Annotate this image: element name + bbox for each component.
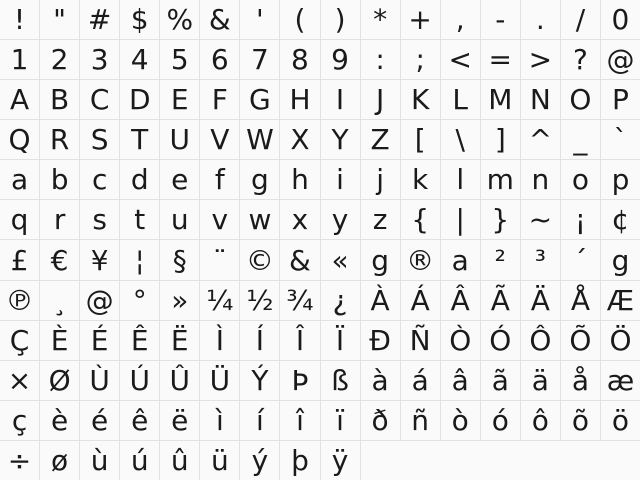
glyph-cell[interactable]: c — [80, 160, 119, 199]
glyph-cell[interactable]: G — [240, 80, 279, 119]
glyph-cell[interactable]: g — [361, 240, 400, 279]
glyph-cell[interactable]: l — [441, 160, 480, 199]
glyph-cell[interactable]: Ã — [481, 281, 520, 320]
glyph-cell[interactable]: 1 — [0, 40, 39, 79]
glyph-cell[interactable]: ó — [481, 401, 520, 440]
glyph-cell[interactable]: 3 — [80, 40, 119, 79]
glyph-cell[interactable]: Ê — [120, 321, 159, 360]
glyph-cell[interactable]: Á — [401, 281, 440, 320]
glyph-cell[interactable]: L — [441, 80, 480, 119]
glyph-cell[interactable]: j — [361, 160, 400, 199]
glyph-cell[interactable]: ~ — [521, 200, 560, 239]
glyph-cell[interactable]: ® — [401, 240, 440, 279]
glyph-cell[interactable]: £ — [0, 240, 39, 279]
glyph-cell[interactable]: ë — [160, 401, 199, 440]
glyph-cell[interactable]: p — [601, 160, 640, 199]
glyph-cell[interactable]: K — [401, 80, 440, 119]
glyph-cell[interactable]: É — [80, 321, 119, 360]
glyph-cell[interactable]: Ö — [601, 321, 640, 360]
glyph-cell[interactable]: Î — [280, 321, 319, 360]
glyph-cell[interactable]: M — [481, 80, 520, 119]
glyph-cell[interactable]: m — [481, 160, 520, 199]
glyph-cell[interactable]: Ù — [80, 361, 119, 400]
glyph-cell[interactable]: è — [40, 401, 79, 440]
glyph-cell[interactable]: a — [441, 240, 480, 279]
glyph-cell[interactable]: T — [120, 120, 159, 159]
glyph-cell[interactable]: Ä — [521, 281, 560, 320]
glyph-cell[interactable]: Æ — [601, 281, 640, 320]
glyph-cell[interactable]: & — [200, 0, 239, 39]
glyph-cell[interactable]: Ò — [441, 321, 480, 360]
glyph-cell[interactable]: > — [521, 40, 560, 79]
glyph-cell[interactable]: â — [441, 361, 480, 400]
glyph-cell[interactable]: O — [561, 80, 600, 119]
glyph-cell[interactable]: Â — [441, 281, 480, 320]
glyph-cell[interactable]: ä — [521, 361, 560, 400]
glyph-cell[interactable]: 8 — [280, 40, 319, 79]
glyph-cell[interactable]: / — [561, 0, 600, 39]
glyph-cell[interactable]: ' — [240, 0, 279, 39]
glyph-cell[interactable]: g — [601, 240, 640, 279]
glyph-cell[interactable]: À — [361, 281, 400, 320]
glyph-cell[interactable]: § — [160, 240, 199, 279]
glyph-cell[interactable]: ¢ — [601, 200, 640, 239]
glyph-cell[interactable]: R — [40, 120, 79, 159]
glyph-cell[interactable]: ° — [120, 281, 159, 320]
glyph-cell[interactable]: í — [240, 401, 279, 440]
glyph-cell[interactable]: + — [401, 0, 440, 39]
glyph-cell[interactable]: ¼ — [200, 281, 239, 320]
glyph-cell[interactable]: ¸ — [40, 281, 79, 320]
glyph-cell[interactable]: X — [280, 120, 319, 159]
glyph-cell[interactable]: Õ — [561, 321, 600, 360]
glyph-cell[interactable]: ? — [561, 40, 600, 79]
glyph-cell[interactable]: w — [240, 200, 279, 239]
glyph-cell[interactable]: " — [40, 0, 79, 39]
glyph-cell[interactable]: ö — [601, 401, 640, 440]
glyph-cell[interactable]: Ó — [481, 321, 520, 360]
glyph-cell[interactable]: , — [441, 0, 480, 39]
glyph-cell[interactable]: Ð — [361, 321, 400, 360]
glyph-cell[interactable]: 7 — [240, 40, 279, 79]
glyph-cell[interactable]: y — [321, 200, 360, 239]
glyph-cell[interactable]: Ï — [321, 321, 360, 360]
glyph-cell[interactable]: d — [120, 160, 159, 199]
glyph-cell[interactable]: ¿ — [321, 281, 360, 320]
glyph-cell[interactable]: ^ — [521, 120, 560, 159]
glyph-cell[interactable]: Ú — [120, 361, 159, 400]
glyph-cell[interactable]: v — [200, 200, 239, 239]
glyph-cell[interactable]: Ü — [200, 361, 239, 400]
glyph-cell[interactable]: . — [521, 0, 560, 39]
glyph-cell[interactable]: i — [321, 160, 360, 199]
glyph-cell[interactable]: ê — [120, 401, 159, 440]
glyph-cell[interactable]: @ — [80, 281, 119, 320]
glyph-cell[interactable]: Y — [321, 120, 360, 159]
glyph-cell[interactable]: N — [521, 80, 560, 119]
glyph-cell[interactable]: ³ — [521, 240, 560, 279]
glyph-cell[interactable]: _ — [561, 120, 600, 159]
glyph-cell[interactable]: = — [481, 40, 520, 79]
glyph-cell[interactable]: x — [280, 200, 319, 239]
glyph-cell[interactable]: h — [280, 160, 319, 199]
glyph-cell[interactable]: D — [120, 80, 159, 119]
glyph-cell[interactable]: S — [80, 120, 119, 159]
glyph-cell[interactable]: # — [80, 0, 119, 39]
glyph-cell[interactable]: } — [481, 200, 520, 239]
glyph-cell[interactable]: \ — [441, 120, 480, 159]
glyph-cell[interactable]: 2 — [40, 40, 79, 79]
glyph-cell[interactable]: F — [200, 80, 239, 119]
glyph-cell[interactable]: Ç — [0, 321, 39, 360]
glyph-cell[interactable]: < — [441, 40, 480, 79]
glyph-cell[interactable]: C — [80, 80, 119, 119]
glyph-cell[interactable]: t — [120, 200, 159, 239]
glyph-cell[interactable]: q — [0, 200, 39, 239]
glyph-cell[interactable]: I — [321, 80, 360, 119]
glyph-cell[interactable]: E — [160, 80, 199, 119]
glyph-cell[interactable]: é — [80, 401, 119, 440]
glyph-cell[interactable]: ` — [601, 120, 640, 159]
glyph-cell[interactable]: u — [160, 200, 199, 239]
glyph-cell[interactable]: r — [40, 200, 79, 239]
empty-area — [361, 441, 640, 480]
glyph-cell[interactable]: W — [240, 120, 279, 159]
glyph-cell[interactable]: ¥ — [80, 240, 119, 279]
glyph-cell[interactable]: { — [401, 200, 440, 239]
glyph-cell[interactable]: z — [361, 200, 400, 239]
glyph-cell[interactable]: ¦ — [120, 240, 159, 279]
glyph-cell[interactable]: ÷ — [0, 441, 39, 480]
glyph-cell[interactable]: & — [280, 240, 319, 279]
glyph-cell[interactable]: 4 — [120, 40, 159, 79]
glyph-cell[interactable]: æ — [601, 361, 640, 400]
glyph-cell[interactable]: ! — [0, 0, 39, 39]
glyph-cell[interactable]: ¡ — [561, 200, 600, 239]
glyph-cell[interactable]: B — [40, 80, 79, 119]
glyph-cell[interactable]: × — [0, 361, 39, 400]
glyph-cell[interactable]: ¨ — [200, 240, 239, 279]
glyph-cell[interactable]: Ø — [40, 361, 79, 400]
glyph-cell[interactable]: ø — [40, 441, 79, 480]
glyph-cell[interactable]: Í — [240, 321, 279, 360]
glyph-cell[interactable]: þ — [280, 441, 319, 480]
glyph-cell[interactable]: Ô — [521, 321, 560, 360]
glyph-cell[interactable]: * — [361, 0, 400, 39]
glyph-cell[interactable]: Þ — [280, 361, 319, 400]
glyph-cell[interactable]: ã — [481, 361, 520, 400]
glyph-cell[interactable]: P — [601, 80, 640, 119]
glyph-cell[interactable]: î — [280, 401, 319, 440]
glyph-cell[interactable]: : — [361, 40, 400, 79]
glyph-cell[interactable]: å — [561, 361, 600, 400]
glyph-cell[interactable]: [ — [401, 120, 440, 159]
glyph-cell[interactable]: ð — [361, 401, 400, 440]
glyph-cell[interactable]: « — [321, 240, 360, 279]
glyph-cell[interactable]: Ì — [200, 321, 239, 360]
glyph-cell[interactable]: € — [40, 240, 79, 279]
glyph-cell[interactable]: 0 — [601, 0, 640, 39]
glyph-cell[interactable]: ç — [0, 401, 39, 440]
glyph-cell[interactable]: o — [561, 160, 600, 199]
glyph-cell[interactable]: ú — [120, 441, 159, 480]
glyph-cell[interactable]: ÿ — [321, 441, 360, 480]
glyph-cell[interactable]: ü — [200, 441, 239, 480]
glyph-cell[interactable]: $ — [120, 0, 159, 39]
glyph-cell[interactable]: H — [280, 80, 319, 119]
glyph-cell[interactable]: % — [160, 0, 199, 39]
glyph-cell[interactable]: A — [0, 80, 39, 119]
glyph-cell[interactable]: 9 — [321, 40, 360, 79]
glyph-cell[interactable]: ) — [321, 0, 360, 39]
glyph-cell[interactable]: ô — [521, 401, 560, 440]
glyph-cell[interactable]: ß — [321, 361, 360, 400]
glyph-cell[interactable]: ] — [481, 120, 520, 159]
glyph-cell[interactable]: Z — [361, 120, 400, 159]
glyph-cell[interactable]: J — [361, 80, 400, 119]
glyph-cell[interactable]: ´ — [561, 240, 600, 279]
glyph-cell[interactable]: f — [200, 160, 239, 199]
glyph-cell[interactable]: s — [80, 200, 119, 239]
glyph-cell[interactable]: ý — [240, 441, 279, 480]
glyph-cell[interactable]: n — [521, 160, 560, 199]
glyph-cell[interactable]: a — [0, 160, 39, 199]
glyph-cell[interactable]: ½ — [240, 281, 279, 320]
glyph-cell[interactable]: ï — [321, 401, 360, 440]
glyph-cell[interactable]: Å — [561, 281, 600, 320]
glyph-cell[interactable]: û — [160, 441, 199, 480]
glyph-cell[interactable]: 6 — [200, 40, 239, 79]
glyph-cell[interactable]: V — [200, 120, 239, 159]
glyph-cell[interactable]: ; — [401, 40, 440, 79]
glyph-cell[interactable]: ù — [80, 441, 119, 480]
glyph-cell[interactable]: Ë — [160, 321, 199, 360]
glyph-cell[interactable]: à — [361, 361, 400, 400]
glyph-cell[interactable]: ℗ — [0, 281, 39, 320]
glyph-cell[interactable]: Q — [0, 120, 39, 159]
glyph-cell[interactable]: © — [240, 240, 279, 279]
glyph-cell[interactable]: g — [240, 160, 279, 199]
glyph-cell[interactable]: ñ — [401, 401, 440, 440]
glyph-cell[interactable]: õ — [561, 401, 600, 440]
glyph-cell[interactable]: e — [160, 160, 199, 199]
glyph-cell[interactable]: U — [160, 120, 199, 159]
glyph-cell[interactable]: - — [481, 0, 520, 39]
glyph-cell[interactable]: ( — [280, 0, 319, 39]
glyph-cell[interactable]: ² — [481, 240, 520, 279]
glyph-cell[interactable]: 5 — [160, 40, 199, 79]
glyph-cell[interactable]: ì — [200, 401, 239, 440]
glyph-cell[interactable]: ò — [441, 401, 480, 440]
glyph-cell[interactable]: È — [40, 321, 79, 360]
glyph-cell[interactable]: » — [160, 281, 199, 320]
glyph-cell[interactable]: @ — [601, 40, 640, 79]
glyph-cell[interactable]: b — [40, 160, 79, 199]
glyph-cell[interactable]: Ý — [240, 361, 279, 400]
glyph-cell[interactable]: Ñ — [401, 321, 440, 360]
glyph-cell[interactable]: ¾ — [280, 281, 319, 320]
glyph-cell[interactable]: k — [401, 160, 440, 199]
glyph-cell[interactable]: | — [441, 200, 480, 239]
glyph-cell[interactable]: á — [401, 361, 440, 400]
glyph-cell[interactable]: Û — [160, 361, 199, 400]
